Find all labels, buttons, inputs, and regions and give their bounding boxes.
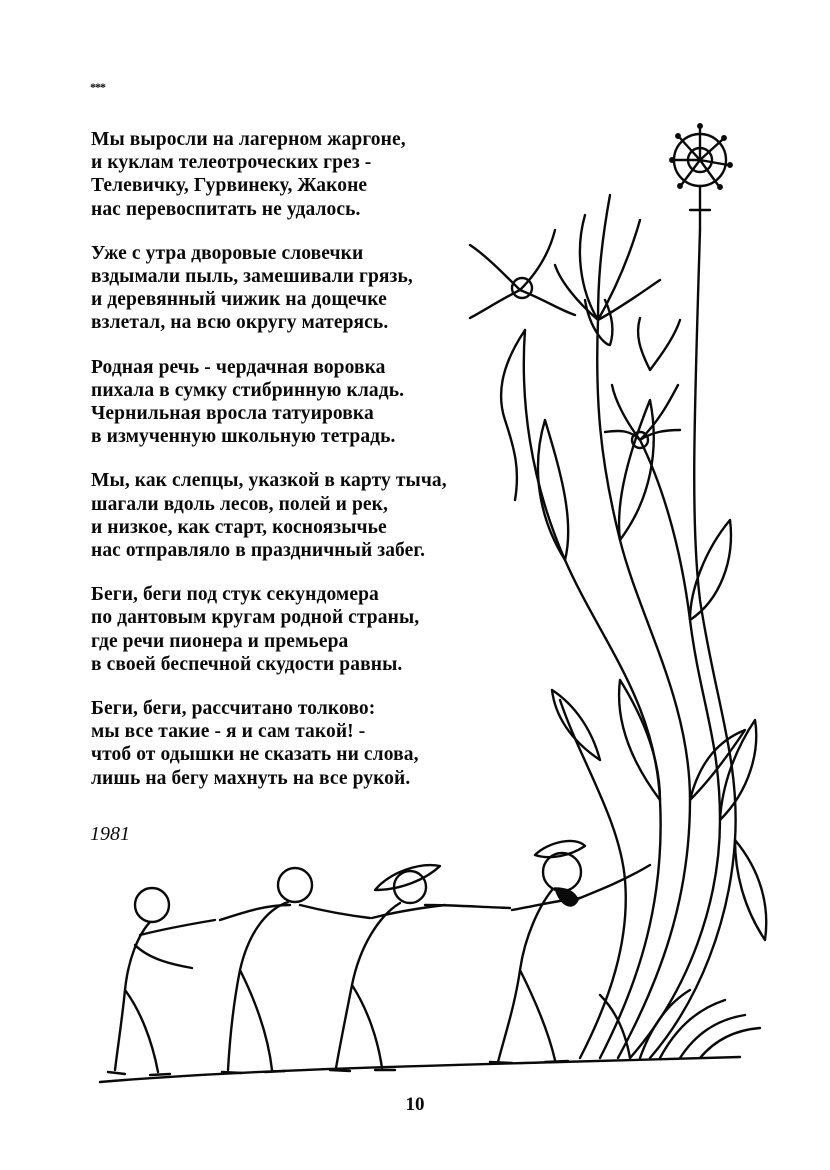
poem-line: шагали вдоль лесов, полей и рек, [91,493,388,515]
poem-line: и низкое, как старт, косноязычье [91,516,387,538]
page-number: 10 [405,1094,425,1115]
poem-line: Мы, как слепцы, указкой в карту тыча, [91,470,447,492]
poem-line: лишь на бегу махнуть на все рукой. [91,767,411,789]
poem-line: чтоб от одышки не сказать ни слова, [91,744,419,766]
poem-line: Родная речь - чердачная воровка [91,356,386,378]
poem-line: пихала в сумку стибринную кладь. [91,379,405,401]
poem-line: где речи пионера и премьера [91,630,349,652]
poem-line: Беги, беги под стук секундомера [91,584,379,606]
poem-line: Чернильная вросла татуировка [91,403,374,425]
poem-line: Уже с утра дворовые словечки [91,242,364,264]
poem-line: Телевичку, Гурвинеку, Жаконе [91,175,368,197]
poem-line: Мы выросли на лагерном жаргоне, [91,129,406,150]
section-separator-stars: *** [90,80,105,94]
figure-4 [490,841,650,1063]
flower-stems [501,230,736,1058]
poem-line: в своей беспечной скудости равны. [91,653,403,675]
poem-line: и куклам телеотроческих грез - [91,152,372,174]
poem-year: 1981 [90,823,130,845]
poem-line: нас отправляло в праздничный забег. [91,540,426,562]
poem-line: и деревянный чижик на дощечке [91,289,387,311]
poem-line: в измученную школьную тетрадь. [91,426,396,448]
figure-4-beard [555,888,578,906]
poem-line: по дантовым кругам родной страны, [91,607,420,629]
figure-3 [330,865,510,1071]
ground-line [100,1057,740,1082]
dandelion [674,128,728,230]
figure-1 [108,888,215,1075]
poem-line: вздымали пыль, замешивали грязь, [91,266,413,288]
poem-line: мы все такие - я и сам такой! - [91,721,366,743]
poem-line: нас перевоспитать не удалось. [91,198,361,220]
poem-line: взлетал, на всю округу матерясь. [91,312,389,334]
flower-leaves [538,400,766,940]
poem-line: Беги, беги, рассчитано толково: [91,698,376,720]
figure-2 [220,868,370,1073]
